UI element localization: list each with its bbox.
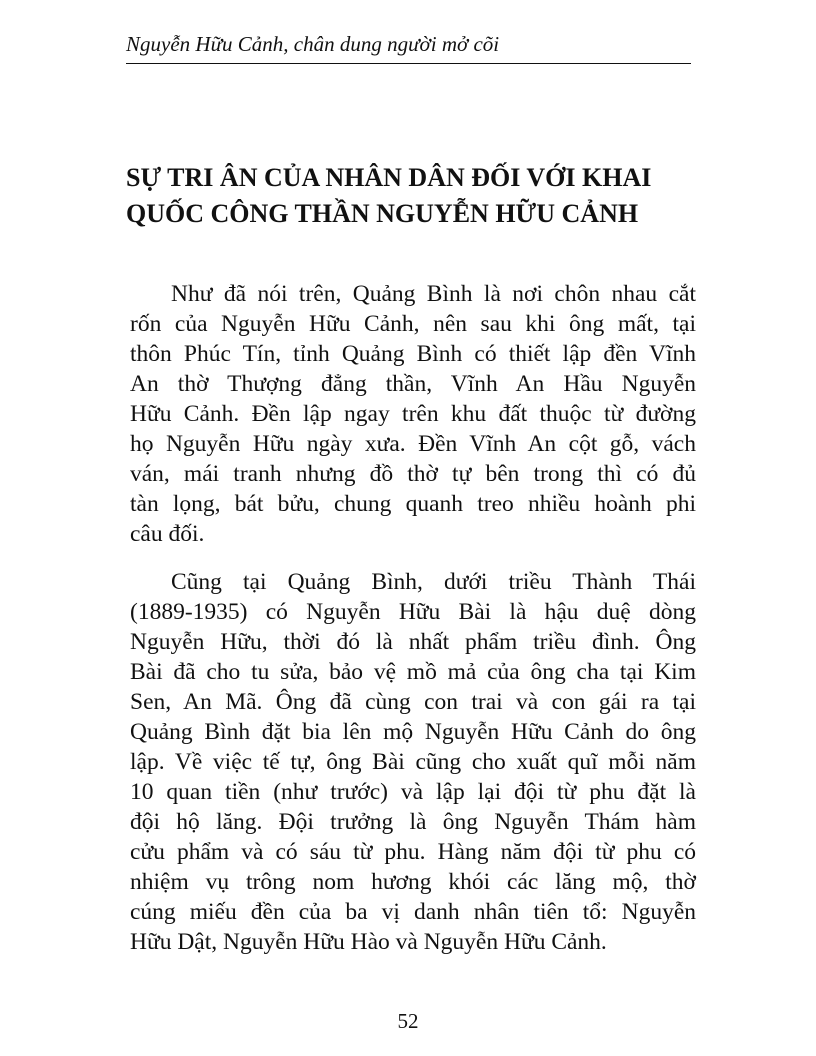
text-line: rốn của Nguyễn Hữu Cảnh, nên sau khi ông mất, tại [130,311,696,337]
body-text [130,279,696,957]
text-line: lập. Về việc tế tự, ông Bài cũng cho xuất quĩ mỗi năm [130,749,696,775]
chapter-title-line: QUỐC CÔNG THẦN NGUYỄN HỮU CẢNH [126,199,639,228]
chapter-title [126,160,706,232]
text-line: Hữu Cảnh. Đền lập ngay trên khu đất thuộc từ đường [130,401,696,427]
text-line: câu đối. [130,521,205,547]
paragraph-1 [130,279,696,549]
text-line: An thờ Thượng đẳng thần, Vĩnh An Hầu Nguyễn [130,371,696,397]
text-line: thôn Phúc Tín, tỉnh Quảng Bình có thiết lập đền Vĩnh [130,341,696,367]
chapter-title-line: SỰ TRI ÂN CỦA NHÂN DÂN ĐỐI VỚI KHAI [126,163,652,192]
text-line: Hữu Dật, Nguyễn Hữu Hào và Nguyễn Hữu Cảnh. [130,929,607,955]
text-line: Nguyễn Hữu, thời đó là nhất phẩm triều đình. Ông [130,629,696,655]
text-line: đội hộ lăng. Đội trưởng là ông Nguyễn Thám hàm [130,809,696,835]
text-line: Sen, An Mã. Ông đã cùng con trai và con gái ra tại [130,689,696,715]
text-line: (1889-1935) có Nguyễn Hữu Bài là hậu duệ dòng [130,599,696,625]
text-line: họ Nguyễn Hữu ngày xưa. Đền Vĩnh An cột gỗ, vách [130,431,696,457]
text-line: tàn lọng, bát bửu, chung quanh treo nhiều hoành phi [130,491,696,517]
text-line: cửu phẩm và có sáu từ phu. Hàng năm đội từ phu có [130,839,696,865]
running-head: Nguyễn Hữu Cảnh, chân dung người mở cõi [126,32,500,56]
paragraph-gap [130,549,696,567]
text-line: 10 quan tiền (như trước) và lập lại đội từ phu đặt là [130,779,696,805]
text-line: Bài đã cho tu sửa, bảo vệ mồ mả của ông cha tại Kim [130,659,696,685]
text-line: nhiệm vụ trông nom hương khói các lăng mộ, thờ [130,869,696,895]
text-line: Cũng tại Quảng Bình, dưới triều Thành Thái [171,569,696,595]
page-number: 52 [397,1009,419,1033]
header-rule [126,63,691,64]
text-line: Quảng Bình đặt bia lên mộ Nguyễn Hữu Cảnh do ông [130,719,696,745]
text-line: Như đã nói trên, Quảng Bình là nơi chôn nhau cắt [171,281,696,307]
text-line: cúng miếu đền của ba vị danh nhân tiên tổ: Nguyễn [130,899,696,925]
paragraph-2 [130,567,696,957]
text-line: ván, mái tranh nhưng đồ thờ tự bên trong thì có đủ [130,461,696,487]
